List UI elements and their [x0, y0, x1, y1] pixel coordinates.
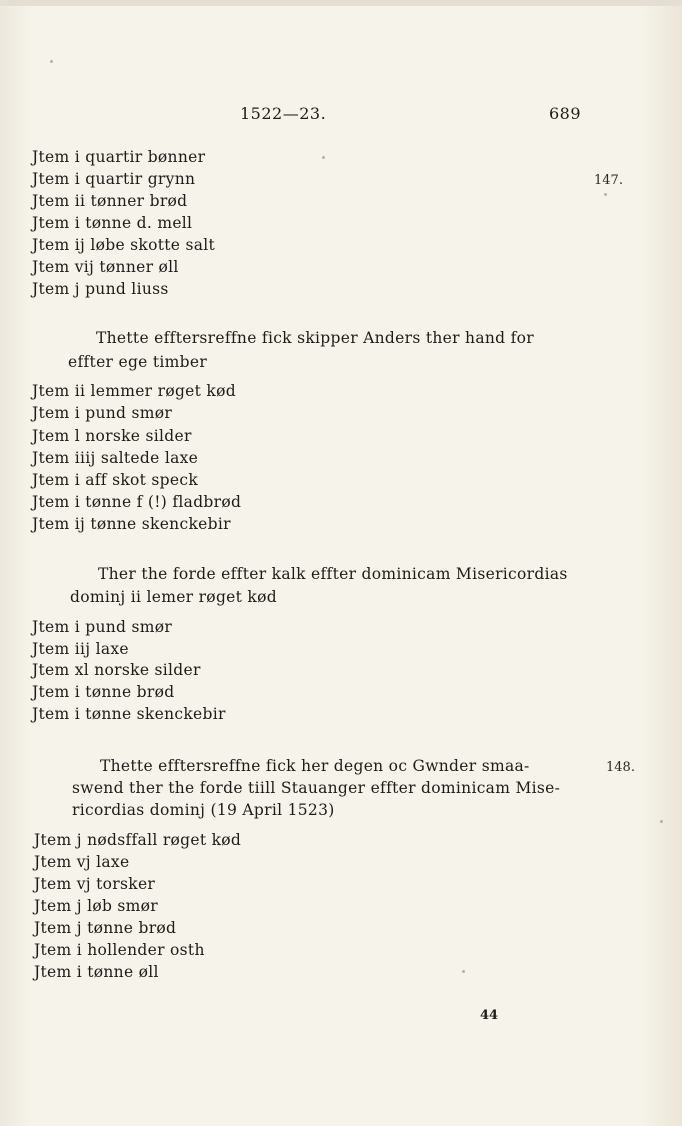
list-item: Jtem ii lemmer røget kød — [32, 382, 236, 400]
list-item: Jtem j løb smør — [34, 897, 159, 915]
list-item: Jtem ii tønner brød — [32, 192, 188, 210]
page-number: 689 — [549, 104, 582, 123]
list-item: Jtem vij tønner øll — [32, 258, 179, 276]
section-heading-cont: dominj ii lemer røget kød — [70, 588, 277, 606]
list-item: Jtem j nødsffall røget kød — [34, 831, 242, 849]
paper-speck — [462, 970, 465, 973]
list-item: Jtem i pund smør — [32, 618, 173, 636]
list-item: Jtem i quartir bønner — [32, 148, 206, 166]
margin-number-148: 148. — [606, 760, 635, 775]
list-item: Jtem iiij saltede laxe — [32, 449, 199, 467]
section-heading: Thette efftersreffne fick skipper Anders ther hand for — [96, 329, 534, 347]
margin-number-147: 147. — [594, 173, 623, 188]
list-item: Jtem i hollender osth — [34, 941, 205, 959]
section-heading-cont: ricordias dominj (19 April 1523) — [72, 801, 335, 819]
list-item: Jtem ij tønne skenckebir — [32, 515, 231, 533]
list-item: Jtem i aff skot speck — [32, 471, 199, 489]
paper-speck — [604, 193, 607, 196]
list-item: Jtem i tønne brød — [32, 683, 175, 701]
list-item: Jtem l norske silder — [32, 427, 192, 445]
list-item: Jtem i tønne skenckebir — [32, 705, 226, 723]
paper-speck — [322, 156, 325, 159]
list-item: Jtem i pund smør — [32, 404, 173, 422]
list-item: Jtem vj torsker — [34, 875, 156, 893]
section-heading-cont: effter ege timber — [68, 353, 208, 371]
paper-speck — [660, 820, 663, 823]
list-item: Jtem ij løbe skotte salt — [32, 236, 216, 254]
list-item: Jtem iij laxe — [32, 640, 129, 658]
section-heading-cont: swend ther the forde tiill Stauanger effter dominicam Mise- — [72, 779, 561, 797]
list-item: Jtem j pund liuss — [32, 280, 169, 298]
section-heading: Ther the forde effter kalk effter dominicam Misericordias — [98, 565, 568, 583]
list-item: Jtem i quartir grynn — [32, 170, 196, 188]
list-item: Jtem j tønne brød — [34, 919, 177, 937]
paper-speck — [50, 60, 53, 63]
signature-mark: 44 — [480, 1008, 499, 1023]
page-top-edge — [0, 0, 682, 6]
list-item: Jtem i tønne f (!) fladbrød — [32, 493, 242, 511]
list-item: Jtem i tønne d. mell — [32, 214, 193, 232]
section-heading: Thette efftersreffne fick her degen oc Gwnder smaa- — [100, 757, 530, 775]
running-header-years: 1522—23. — [240, 104, 327, 123]
list-item: Jtem i tønne øll — [34, 963, 159, 981]
list-item: Jtem vj laxe — [34, 853, 130, 871]
list-item: Jtem xl norske silder — [32, 661, 201, 679]
